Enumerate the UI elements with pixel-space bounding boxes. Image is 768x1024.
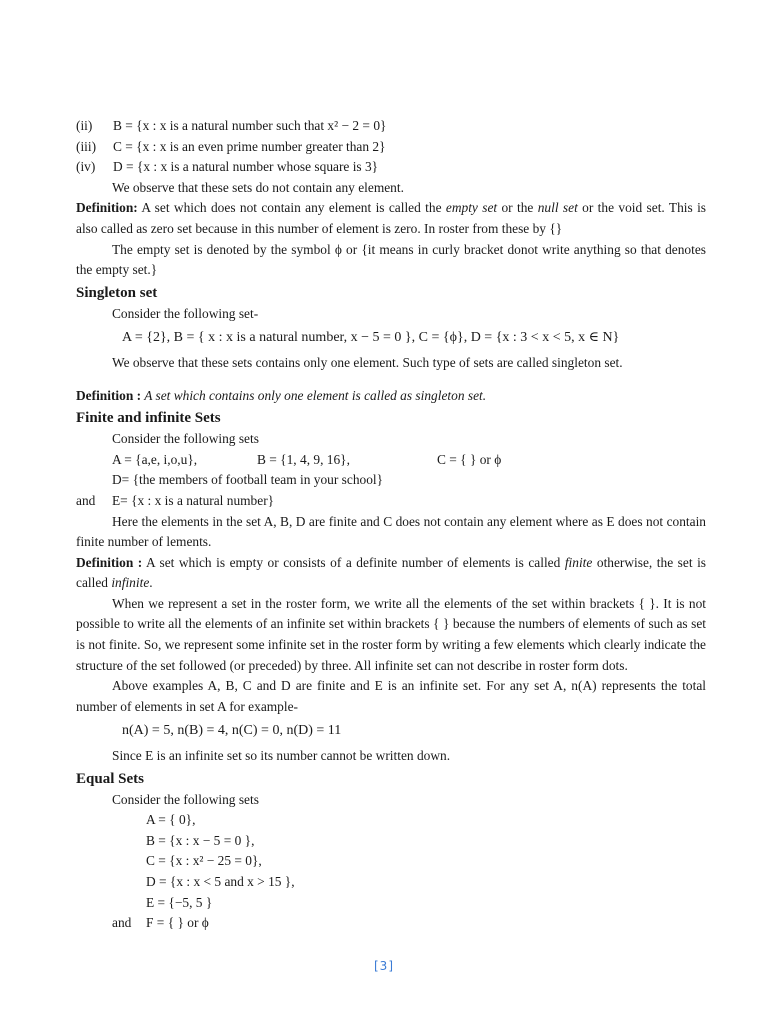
term-empty-set: empty set [445, 200, 498, 216]
term-null-set: null set [537, 200, 578, 216]
set-e: E= {x : x is a natural number} [112, 492, 275, 508]
list-item: B = {x : x − 5 = 0 }, [146, 832, 255, 848]
list-item: A = { 0}, [146, 812, 196, 828]
list-numeral: (iii) [76, 138, 97, 154]
list-text: D = {x : x is a natural number whose square is 3} [113, 159, 379, 175]
set-f: F = { } or ϕ [146, 915, 209, 931]
singleton-observe: We observe that these sets contains only one element. Such type of sets are called singleton set. [112, 354, 623, 370]
definition-label: Definition : [76, 554, 143, 570]
definition-empty-set [76, 198, 706, 239]
spacer [76, 374, 706, 386]
and-label: and [112, 915, 132, 931]
list-text: B = {x : x is a natural number such that x² − 2 = 0} [113, 118, 387, 133]
set-c: C = { } or ϕ [437, 451, 502, 467]
singleton-formula: A = {2}, B = { x : x is a natural number, x − 5 = 0 }, C = {ϕ}, D = {x : 3 < x < 5, x ∈ N} [122, 330, 620, 346]
singleton-consider: Consider the following set- [112, 305, 259, 321]
definition-text: or the [497, 200, 538, 216]
observe-empty: We observe that these sets do not contain any element. [112, 179, 404, 195]
heading-equal-sets: Equal Sets [76, 770, 144, 787]
and-label: and [76, 492, 96, 508]
empty-symbol-paragraph: The empty set is denoted by the symbol ϕ or {it means in curly bracket donot write anything so that denotes the empty set.} [76, 241, 706, 278]
list-item [76, 137, 706, 158]
set-a: A = {a,e, i,o,u}, [112, 451, 198, 467]
list-text: C = {x : x is an even prime number greater than 2} [113, 138, 386, 154]
term-finite: finite [564, 554, 593, 570]
set-f-row [76, 913, 706, 934]
definition-label: Definition : [76, 387, 142, 403]
definition-singleton [76, 386, 706, 407]
set-e-row [76, 491, 706, 512]
term-infinite: infinite [111, 575, 150, 591]
definition-finite [76, 553, 706, 594]
equal-consider: Consider the following sets [112, 791, 259, 807]
definition-text: A set which does not contain any element is called the [137, 200, 446, 216]
definition-text: or the void set. This is also called as zero set because in this number of element is zero. In roster from these by {} [76, 200, 706, 236]
set-d: D= {the members of football team in your school} [112, 472, 384, 488]
above-paragraph: Above examples A, B, C and D are finite and E is an infinite set. For any set A, n(A) represents the total number of elements in set A for example- [76, 678, 706, 714]
definition-text: A set which is empty or consists of a definite number of elements is called [142, 554, 565, 570]
since-line: Since E is an infinite set so its number cannot be written down. [112, 748, 451, 764]
roster-paragraph: When we represent a set in the roster form, we write all the elements of the set within brackets { }. It is not possible to write all the elements of an infinite set within brackets { } because the numbers of elements of such as set is not finite. So, we represent some infinite set in the roster form by writing a few elements which clearly indicate the structure of the set followed (or preceded) by three. All infinite set can not describe in roster form dots. [76, 595, 706, 673]
list-item: D = {x : x < 5 and x > 15 }, [146, 874, 295, 889]
equal-sets-list [76, 810, 706, 913]
finite-sets-row [76, 450, 706, 471]
finite-paragraph: Here the elements in the set A, B, D are finite and C does not contain any element where as E does not contain finite number of lements. [76, 513, 706, 550]
count-formula: n(A) = 5, n(B) = 4, n(C) = 0, n(D) = 11 [122, 723, 342, 739]
page-content [76, 116, 706, 934]
list-item: C = {x : x² − 25 = 0}, [146, 853, 262, 869]
list-numeral: (ii) [76, 118, 93, 133]
heading-singleton-set: Singleton set [76, 284, 158, 301]
heading-finite-infinite: Finite and infinite Sets [76, 410, 221, 427]
definition-text: otherwise, the set is called [76, 554, 706, 591]
definition-text: A set which contains only one element is called as singleton set. [141, 387, 487, 403]
definition-label: Definition: [76, 200, 138, 216]
set-b: B = {1, 4, 9, 16}, [257, 451, 350, 467]
list-item [76, 157, 706, 178]
list-numeral: (iv) [76, 159, 96, 175]
list-item [76, 116, 706, 137]
definition-text: . [149, 575, 153, 591]
finite-consider: Consider the following sets [112, 431, 259, 447]
list-item: E = {−5, 5 } [146, 894, 213, 910]
page-number: [3] [374, 959, 394, 973]
